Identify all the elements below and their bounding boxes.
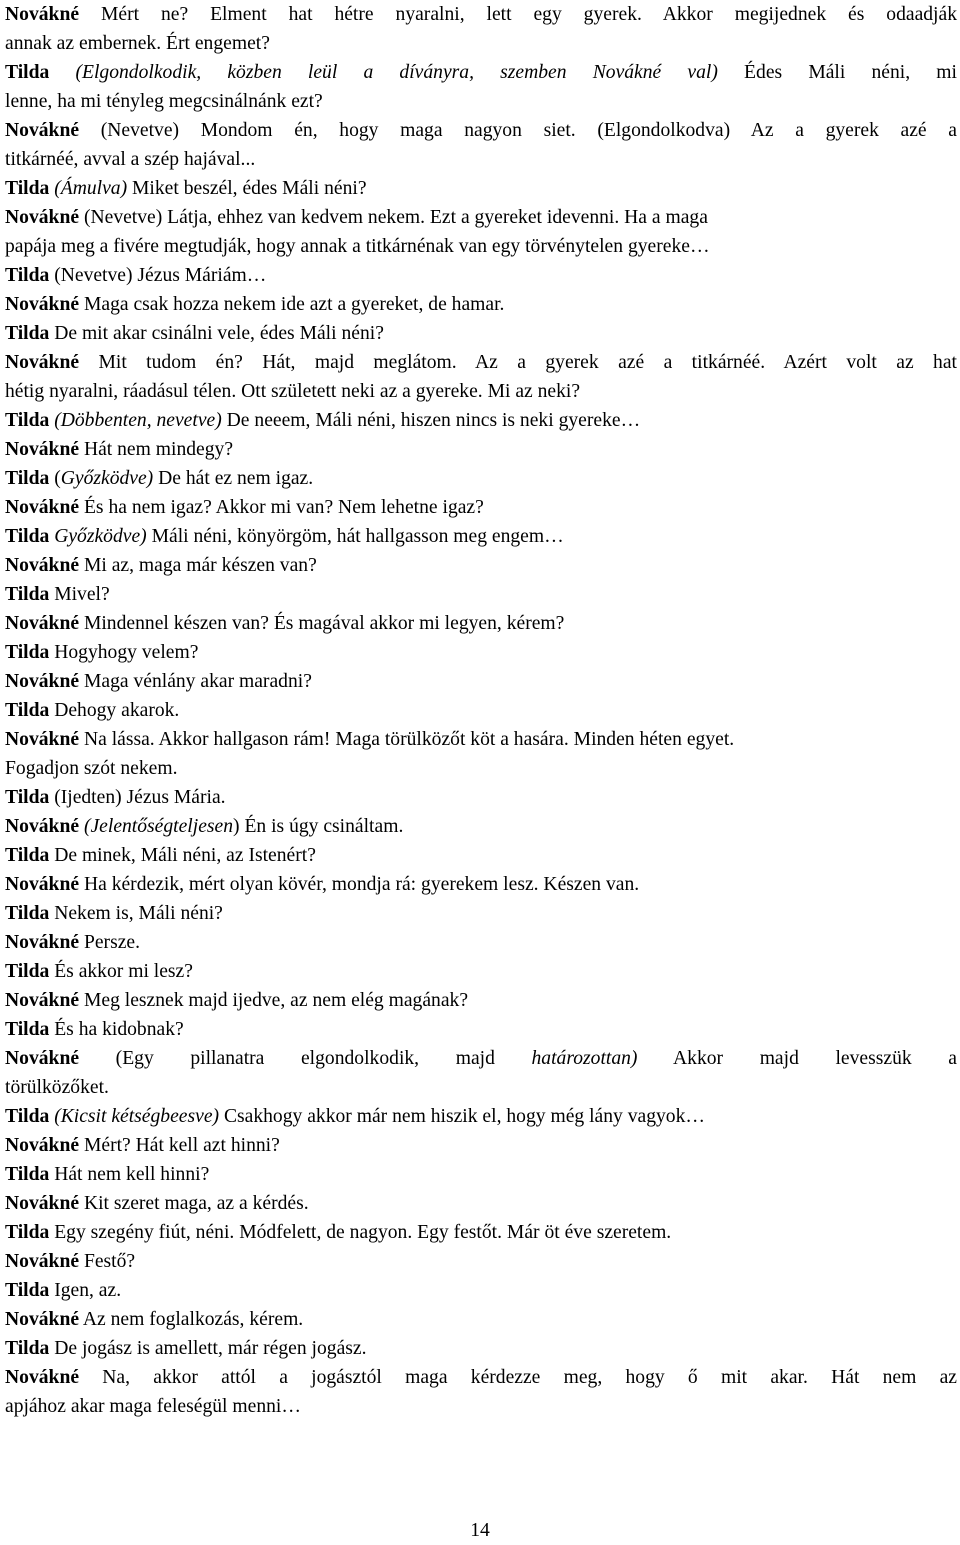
speaker-name: Novákné bbox=[5, 613, 80, 634]
text-line bbox=[5, 986, 957, 1015]
speaker-name: Novákné bbox=[5, 1193, 80, 1214]
text-line bbox=[5, 783, 957, 812]
dialogue-text: Az nem foglalkozás, kérem. bbox=[79, 1309, 304, 1330]
dialogue-text: Ha kérdezik, mért olyan kövér, mondja rá: gyerekem lesz. Készen van. bbox=[79, 874, 640, 895]
document-page bbox=[5, 0, 957, 1421]
dialogue-text: Csakhogy akkor már nem hiszik el, hogy még lány vagyok… bbox=[219, 1106, 705, 1127]
text-line bbox=[5, 1189, 957, 1218]
text-line bbox=[5, 145, 957, 174]
dialogue-text: De mit akar csinálni vele, édes Máli néni? bbox=[49, 323, 384, 344]
dialogue-text: De hát ez nem igaz. bbox=[153, 468, 314, 489]
text-line bbox=[5, 841, 957, 870]
dialogue-text: Máli néni, könyörgöm, hát hallgasson meg engem… bbox=[146, 526, 564, 547]
speaker-name: Tilda bbox=[5, 323, 50, 344]
speaker-name: Tilda bbox=[5, 700, 50, 721]
text-line bbox=[5, 1160, 957, 1189]
speaker-name: Tilda bbox=[5, 1106, 50, 1127]
speaker-name: Tilda bbox=[5, 1222, 50, 1243]
stage-direction: (Ámulva) bbox=[54, 178, 128, 199]
speaker-name: Tilda bbox=[5, 526, 50, 547]
dialogue-text: (Nevetve) Jézus Máriám… bbox=[49, 265, 267, 286]
dialogue-text: hétig nyaralni, ráadásul télen. Ott született neki az a gyereke. Mi az neki? bbox=[5, 381, 581, 402]
dialogue-text: (Nevetve) Mondom én, hogy maga nagyon siet. (Elgondolkodva) Az a gyerek azé a bbox=[79, 120, 957, 141]
dialogue-text: És ha nem igaz? Akkor mi van? Nem lehetne igaz? bbox=[79, 497, 484, 518]
text-line bbox=[5, 1015, 957, 1044]
dialogue-text: Na, akkor attól a jogásztól maga kérdezze meg, hogy ő mit akar. Hát nem az bbox=[79, 1367, 957, 1388]
text-line bbox=[5, 406, 957, 435]
text-line bbox=[5, 580, 957, 609]
dialogue-text: Festő? bbox=[79, 1251, 136, 1272]
stage-direction: (Döbbenten, nevetve) bbox=[54, 410, 222, 431]
speaker-name: Novákné bbox=[5, 497, 80, 518]
speaker-name: Novákné bbox=[5, 555, 80, 576]
speaker-name: Novákné bbox=[5, 1309, 80, 1330]
text-line bbox=[5, 725, 957, 754]
text-line bbox=[5, 870, 957, 899]
text-line bbox=[5, 1392, 957, 1421]
dialogue-text: Akkor majd levesszük a bbox=[637, 1048, 957, 1069]
text-line bbox=[5, 319, 957, 348]
stage-direction: Győzködve) bbox=[60, 468, 154, 489]
text-line bbox=[5, 522, 957, 551]
dialogue-text: Egy szegény fiút, néni. Módfelett, de nagyon. Egy festőt. Már öt éve szeretem. bbox=[49, 1222, 672, 1243]
dialogue-text: (Egy pillanatra elgondolkodik, majd bbox=[79, 1048, 532, 1069]
dialogue-text: Meg lesznek majd ijedve, az nem elég magának? bbox=[79, 990, 469, 1011]
speaker-name: Tilda bbox=[5, 961, 50, 982]
dialogue-text: Mért? Hát kell azt hinni? bbox=[79, 1135, 280, 1156]
dialogue-text: Kit szeret maga, az a kérdés. bbox=[79, 1193, 309, 1214]
text-line bbox=[5, 638, 957, 667]
speaker-name: Novákné bbox=[5, 120, 80, 141]
stage-direction: (Elgondolkodik, közben leül a díványra, szemben Novákné val) bbox=[75, 62, 718, 83]
text-line bbox=[5, 1044, 957, 1073]
speaker-name: Tilda bbox=[5, 584, 50, 605]
dialogue-text: Mindennel készen van? És magával akkor mi legyen, kérem? bbox=[79, 613, 565, 634]
speaker-name: Tilda bbox=[5, 845, 50, 866]
speaker-name: Novákné bbox=[5, 816, 80, 837]
dialogue-text: (Nevetve) Látja, ehhez van kedvem nekem. Ezt a gyereket idevenni. Ha a maga bbox=[79, 207, 708, 228]
speaker-name: Novákné bbox=[5, 352, 80, 373]
text-line bbox=[5, 58, 957, 87]
speaker-name: Novákné bbox=[5, 4, 80, 25]
dialogue-text: ) Én is úgy csináltam. bbox=[233, 816, 404, 837]
dialogue-text bbox=[49, 62, 75, 83]
dialogue-text: annak az embernek. Ért engemet? bbox=[5, 33, 270, 54]
text-line bbox=[5, 464, 957, 493]
dialogue-text: Hát nem kell hinni? bbox=[49, 1164, 210, 1185]
page-number: 14 bbox=[470, 1520, 490, 1541]
dialogue-text: De jogász is amellett, már régen jogász. bbox=[49, 1338, 367, 1359]
speaker-name: Novákné bbox=[5, 1367, 80, 1388]
stage-direction: határozottan) bbox=[531, 1048, 638, 1069]
text-line bbox=[5, 232, 957, 261]
speaker-name: Novákné bbox=[5, 439, 80, 460]
text-line bbox=[5, 551, 957, 580]
dialogue-text: De neeem, Máli néni, hiszen nincs is neki gyereke… bbox=[221, 410, 641, 431]
text-line bbox=[5, 87, 957, 116]
speaker-name: Novákné bbox=[5, 990, 80, 1011]
speaker-name: Tilda bbox=[5, 62, 50, 83]
dialogue-text: Nekem is, Máli néni? bbox=[49, 903, 223, 924]
dialogue-text: Mi az, maga már készen van? bbox=[79, 555, 317, 576]
dialogue-text: Miket beszél, édes Máli néni? bbox=[127, 178, 367, 199]
text-line bbox=[5, 1247, 957, 1276]
speaker-name: Novákné bbox=[5, 1251, 80, 1272]
dialogue-text: Fogadjon szót nekem. bbox=[5, 758, 178, 779]
text-line bbox=[5, 290, 957, 319]
text-line bbox=[5, 957, 957, 986]
dialogue-text: Mért ne? Elment hat hétre nyaralni, lett egy gyerek. Akkor megijednek és odaadják bbox=[79, 4, 957, 25]
speaker-name: Novákné bbox=[5, 294, 80, 315]
text-line bbox=[5, 1073, 957, 1102]
speaker-name: Tilda bbox=[5, 787, 50, 808]
text-line bbox=[5, 377, 957, 406]
text-line bbox=[5, 1276, 957, 1305]
speaker-name: Tilda bbox=[5, 265, 50, 286]
speaker-name: Novákné bbox=[5, 671, 80, 692]
dialogue-text: Na lássa. Akkor hallgason rám! Maga törülközőt köt a hasára. Minden héten egyet. bbox=[79, 729, 735, 750]
dialogue-text: törülközőket. bbox=[5, 1077, 109, 1098]
text-line bbox=[5, 928, 957, 957]
speaker-name: Novákné bbox=[5, 729, 80, 750]
speaker-name: Tilda bbox=[5, 178, 50, 199]
speaker-name: Novákné bbox=[5, 1135, 80, 1156]
speaker-name: Tilda bbox=[5, 410, 50, 431]
dialogue-text: És akkor mi lesz? bbox=[49, 961, 193, 982]
dialogue-text: Mit tudom én? Hát, majd meglátom. Az a gyerek azé a titkárnéé. Azért volt az hat bbox=[79, 352, 957, 373]
text-line bbox=[5, 754, 957, 783]
text-line bbox=[5, 203, 957, 232]
dialogue-text: ( bbox=[49, 468, 61, 489]
speaker-name: Tilda bbox=[5, 468, 50, 489]
dialogue-text: Édes Máli néni, mi bbox=[717, 62, 957, 83]
speaker-name: Novákné bbox=[5, 874, 80, 895]
text-line bbox=[5, 261, 957, 290]
text-line bbox=[5, 493, 957, 522]
text-line bbox=[5, 348, 957, 377]
dialogue-text: titkárnéé, avval a szép hajával... bbox=[5, 149, 256, 170]
text-line bbox=[5, 609, 957, 638]
dialogue-text: Hogyhogy velem? bbox=[49, 642, 199, 663]
text-line bbox=[5, 667, 957, 696]
dialogue-text: Maga vénlány akar maradni? bbox=[79, 671, 312, 692]
text-line bbox=[5, 899, 957, 928]
text-line bbox=[5, 116, 957, 145]
text-line bbox=[5, 1218, 957, 1247]
text-line bbox=[5, 1305, 957, 1334]
speaker-name: Novákné bbox=[5, 1048, 80, 1069]
text-line bbox=[5, 1102, 957, 1131]
speaker-name: Tilda bbox=[5, 1338, 50, 1359]
speaker-name: Tilda bbox=[5, 1019, 50, 1040]
text-line bbox=[5, 696, 957, 725]
dialogue-text: Persze. bbox=[79, 932, 140, 953]
text-line bbox=[5, 1363, 957, 1392]
text-line bbox=[5, 0, 957, 29]
speaker-name: Tilda bbox=[5, 1164, 50, 1185]
stage-direction: (Jelentőségteljesen bbox=[83, 816, 234, 837]
text-line bbox=[5, 435, 957, 464]
speaker-name: Tilda bbox=[5, 642, 50, 663]
text-line bbox=[5, 29, 957, 58]
dialogue-text: De minek, Máli néni, az Istenért? bbox=[49, 845, 316, 866]
dialogue-text: apjához akar maga feleségül menni… bbox=[5, 1396, 301, 1417]
speaker-name: Tilda bbox=[5, 1280, 50, 1301]
text-line bbox=[5, 812, 957, 841]
dialogue-text: (Ijedten) Jézus Mária. bbox=[49, 787, 226, 808]
stage-direction: (Kicsit kétségbeesve) bbox=[54, 1106, 220, 1127]
text-line bbox=[5, 1131, 957, 1160]
dialogue-text: lenne, ha mi tényleg megcsinálnánk ezt? bbox=[5, 91, 323, 112]
text-line bbox=[5, 174, 957, 203]
text-line bbox=[5, 1334, 957, 1363]
speaker-name: Novákné bbox=[5, 932, 80, 953]
speaker-name: Tilda bbox=[5, 903, 50, 924]
dialogue-text: Dehogy akarok. bbox=[49, 700, 180, 721]
dialogue-text: Mivel? bbox=[49, 584, 110, 605]
dialogue-text: Igen, az. bbox=[49, 1280, 122, 1301]
dialogue-text: papája meg a fivére megtudják, hogy annak a titkárnénak van egy törvénytelen gyereke… bbox=[5, 236, 710, 257]
dialogue-text: Hát nem mindegy? bbox=[79, 439, 234, 460]
dialogue-text: És ha kidobnak? bbox=[49, 1019, 184, 1040]
speaker-name: Novákné bbox=[5, 207, 80, 228]
dialogue-text: Maga csak hozza nekem ide azt a gyereket, de hamar. bbox=[79, 294, 505, 315]
stage-direction: Győzködve) bbox=[54, 526, 147, 547]
